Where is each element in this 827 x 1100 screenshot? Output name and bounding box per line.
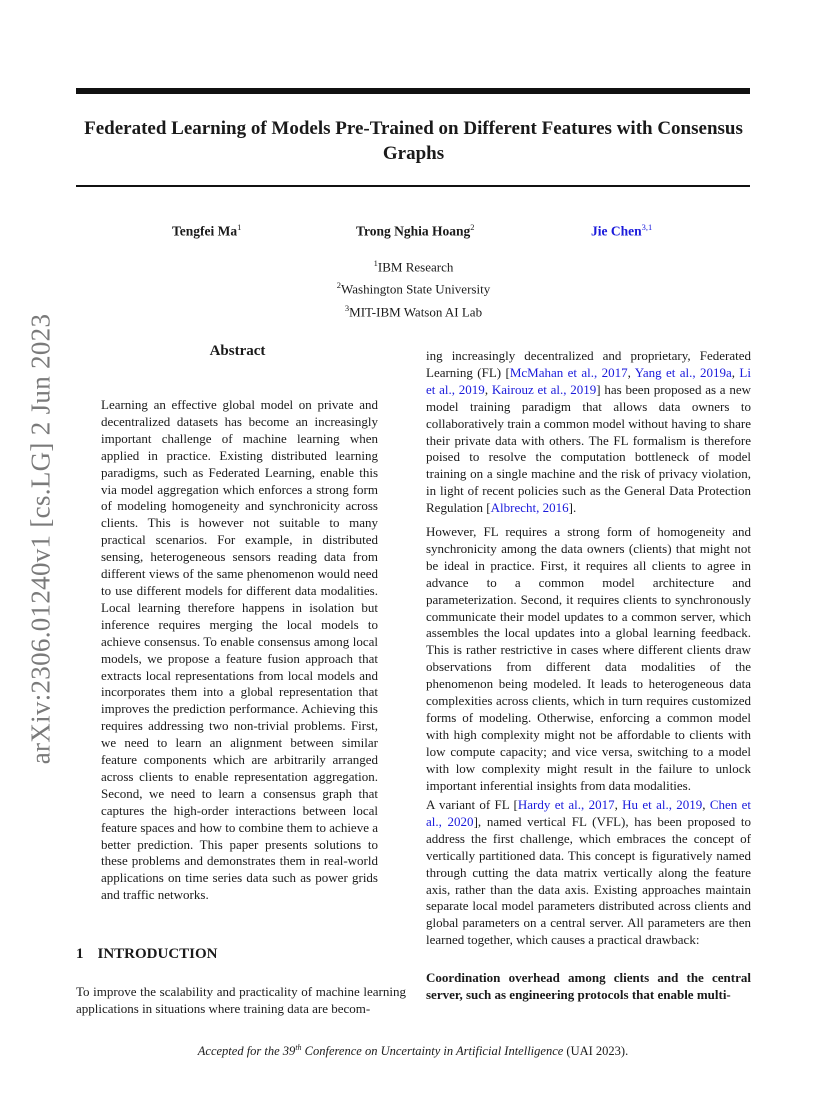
citation-link[interactable]: Hardy et al., 2017: [517, 797, 615, 812]
arxiv-id[interactable]: arXiv:2306.01240v1 [cs.LG] 2 Jun 2023: [25, 313, 56, 765]
author-2: [356, 222, 475, 240]
abstract-heading: Abstract: [209, 343, 266, 359]
title-rule: [76, 185, 750, 187]
affiliations: [250, 254, 577, 321]
affiliation: $^1$IBM Research: [373, 258, 454, 275]
author-sup: 1: [237, 222, 242, 232]
author-1: [172, 222, 241, 240]
section-number: 1: [76, 946, 84, 962]
paper-title: Federated Learning of Models Pre-Trained on Different Features with Consensus Graphs: [84, 118, 743, 164]
author-name[interactable]: Jie Chen: [591, 223, 642, 239]
citation-link[interactable]: McMahan et al., 2017: [509, 364, 628, 380]
citation-link[interactable]: Li et al., 2019: [426, 364, 751, 397]
affiliation: $^3$MIT-IBM Watson AI Lab: [344, 302, 483, 319]
author-sup: 2: [470, 222, 475, 232]
citation-link[interactable]: Albrecht, 2016: [490, 500, 569, 516]
author-name: Tengfei Ma: [172, 223, 238, 239]
affiliation: $^2$Washington State University: [336, 280, 491, 297]
paragraph-fl: ing increasingly decentralized and proprietary, Federated Learning (FL) [McMahan et al., 2017, Yang et al., 2019a, Li et al., 2019, Kairouz et al., 2019] has been proposed as a new model training paradigm that allows data owners to collaboratively train a common model without having to share their private data with others. The FL formalism is therefore poised to resolve the computation bottleneck of model training on a single machine and the risk of privacy violation, in light of recent policies such as the General Data Protection Regulation [Albrecht, 2016].: [426, 348, 752, 516]
citation-link[interactable]: Chen et al., 2020: [426, 797, 751, 829]
intro-paragraph: To improve the scalability and practicality of machine learning applications in situations where training data are becom-: [76, 984, 406, 1016]
author-sup: 3,1: [641, 222, 653, 232]
footer-note: Accepted for the 39th Conference on Uncertainty in Artificial Intelligence (UAI 2023).: [197, 1043, 629, 1059]
arxiv-stamp: [24, 302, 58, 776]
author-3[interactable]: [591, 222, 652, 240]
author-name: Trong Nghia Hoang: [356, 223, 471, 239]
abstract-text: Learning an effective global model on private and decentralized datasets has become an increasingly important challenge of machine learning when applied in practice. Existing distributed learning paradigms, such as Federated Learning, enable this via model aggregation which enforces a strong form of modeling homogeneity and synchronicity across clients. This is however not suitable to many practical scenarios. For example, in distributed sensing, heterogeneous sensors reading data from different views of the same phenomenon would need to use different models for different data modalities. Local learning therefore happens in isolation but inference requires merging the local models to achieve consensus. To enable consensus among local models, we propose a feature fusion approach that extracts local representations from local models and incorporates them into a global representation that improves the prediction performance. Achieving this requires addressing two non-trivial problems. First, we need to learn an alignment between similar feature components which are arbitrarily arranged across clients to enable representation aggregation. Second, we need to learn a consensus graph that captures the high-order interactions between local feature spaces and how to combine them to achieve a better prediction. This paper presents solutions to these problems and demonstrates them in real-world applications on time series data such as power grids and traffic networks.: [101, 397, 378, 903]
section-heading: [76, 946, 218, 963]
citation-link[interactable]: Kairouz et al., 2019: [491, 381, 597, 397]
top-rule: [76, 88, 750, 94]
section-title: INTRODUCTION: [97, 946, 218, 962]
paragraph-vfl: A variant of FL [Hardy et al., 2017, Hu et al., 2019, Chen et al., 2020], named vertical FL (VFL), has been proposed to address the first challenge, which embraces the concept of vertically partitioned data. This concept is figuratively named through cutting the data matrix vertically along the feature axis, rather than the data axis. Existing approaches maintain separate local model parameters distributed across clients and global parameters on a central server. All parameters are then learned together, which causes a practical drawback:: [426, 797, 751, 948]
paragraph-however: However, FL requires a strong form of homogeneity and synchronicity among the data owners (clients) that might not be ideal in practice. First, it requires all clients to agree in advance to a common model architecture and parameterization. Second, it requires clients to synchronously communicate their model updates to a common server, which assembles the local updates into a global learning feedback. This is rather restrictive in cases where different clients draw observations from different data modalities of the phenomenon being modeled. It leads to heterogeneous data complexities across clients, which in turn requires customized forms of modeling. Otherwise, enforcing a common model with high complexity might not be affordable to clients with low compute capacity; and vice versa, switching to a model with low complexity might result in the failure to unlock important inferential insights from data modalities.: [426, 524, 751, 793]
paragraph-coordination: Coordination overhead among clients and the central server, such as engineering protocols that enable multi-: [426, 970, 751, 1002]
citation-link[interactable]: Hu et al., 2019: [622, 797, 703, 812]
citation-link[interactable]: Yang et al., 2019a: [634, 364, 732, 380]
